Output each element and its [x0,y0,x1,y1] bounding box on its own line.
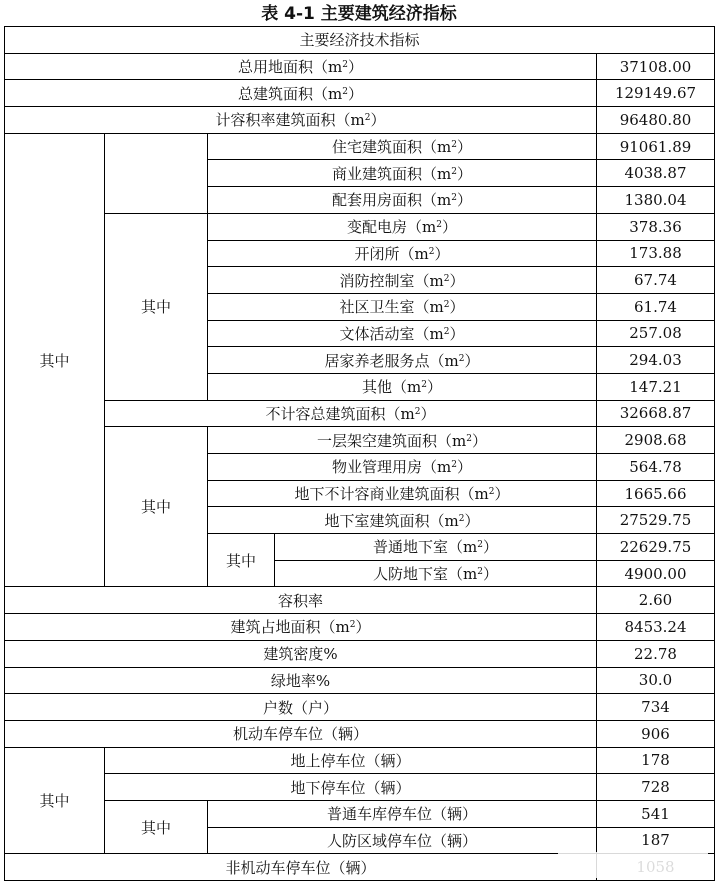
group-spacer [105,133,208,213]
row-value: 1665.66 [597,480,715,507]
row-value: 187 [597,827,715,854]
row-value: 8453.24 [597,614,715,641]
table-row [5,213,715,240]
row-label: 户数（户） [5,694,597,721]
row-value: 4038.87 [597,160,715,187]
group-label: 其中 [105,427,208,587]
row-label: 文体活动室$(m^2)$ [208,320,597,347]
row-label: 机动车停车位（辆） [5,720,597,747]
table-row [5,53,715,80]
group-label: 其中 [105,800,208,853]
row-label: 总用地面积$(m^2)$ [5,53,597,80]
table-row [5,427,715,454]
row-value: 2.60 [597,587,715,614]
row-value: 27529.75 [597,507,715,534]
row-label: 地下停车位（辆） [105,774,597,801]
row-label: 容积率 [5,587,597,614]
row-label: 地下室建筑面积$(m^2)$ [208,507,597,534]
indicator-table [4,26,715,881]
row-value: 91061.89 [597,133,715,160]
row-label: 计容积率建筑面积$(m^2)$ [5,107,597,134]
row-label: 变配电房$(m^2)$ [208,213,597,240]
row-value: 129149.67 [597,80,715,107]
group-label: 其中 [208,534,275,587]
row-value: 378.36 [597,213,715,240]
table-row [5,80,715,107]
group-label: 其中 [105,213,208,400]
row-value: 257.08 [597,320,715,347]
group-label: 其中 [5,747,105,854]
row-label: 非机动车停车位（辆） [5,854,597,881]
row-value: 96480.80 [597,107,715,134]
row-label: 一层架空建筑面积$(m^2)$ [208,427,597,454]
table-row [5,400,715,427]
table-header: 主要经济技术指标 [5,27,715,54]
row-label: 配套用房面积$(m^2)$ [208,187,597,214]
table-row [5,747,715,774]
row-value: 173.88 [597,240,715,267]
table-header-row [5,27,715,54]
table-row [5,614,715,641]
row-value: 37108.00 [597,53,715,80]
row-value: 30.0 [597,667,715,694]
row-value: 2908.68 [597,427,715,454]
row-label: 地上停车位（辆） [105,747,597,774]
row-value: 734 [597,694,715,721]
row-value: 4900.00 [597,560,715,587]
row-label: 居家养老服务点$(m^2)$ [208,347,597,374]
row-label: 地下不计容商业建筑面积$(m^2)$ [208,480,597,507]
row-value: 178 [597,747,715,774]
row-label: 物业管理用房$(m^2)$ [208,454,597,481]
row-label: 人防地下室$(m^2)$ [275,560,597,587]
row-label: 绿地率% [5,667,597,694]
table-row [5,720,715,747]
row-label: 普通地下室$(m^2)$ [275,534,597,561]
row-value: 541 [597,800,715,827]
row-value: 728 [597,774,715,801]
row-value: 22.78 [597,640,715,667]
table-title: 表 4-1 主要建筑经济指标 [261,4,457,24]
table-row [5,694,715,721]
row-label: 社区卫生室$(m^2)$ [208,293,597,320]
row-value: 1380.04 [597,187,715,214]
row-value: 61.74 [597,293,715,320]
table-row [5,107,715,134]
row-label: 不计容总建筑面积$(m^2)$ [105,400,597,427]
row-label: 开闭所$(m^2)$ [208,240,597,267]
row-label: 建筑占地面积$(m^2)$ [5,614,597,641]
row-label: 其他$(m^2)$ [208,373,597,400]
watermark-overlay [558,852,708,878]
row-label: 住宅建筑面积$(m^2)$ [208,133,597,160]
row-value: 22629.75 [597,534,715,561]
row-label: 普通车库停车位（辆） [208,800,597,827]
row-value: 906 [597,720,715,747]
table-row [5,800,715,827]
table-row [5,774,715,801]
row-value: 147.21 [597,373,715,400]
row-label: 商业建筑面积$(m^2)$ [208,160,597,187]
row-label: 建筑密度% [5,640,597,667]
table-row [5,640,715,667]
group-label: 其中 [5,133,105,587]
row-label: 人防区域停车位（辆） [208,827,597,854]
row-value: 67.74 [597,267,715,294]
row-label: 总建筑面积$(m^2)$ [5,80,597,107]
row-value: 294.03 [597,347,715,374]
table-row [5,667,715,694]
table-row [5,133,715,160]
table-row [5,587,715,614]
row-value: 564.78 [597,454,715,481]
row-label: 消防控制室$(m^2)$ [208,267,597,294]
row-value: 32668.87 [597,400,715,427]
